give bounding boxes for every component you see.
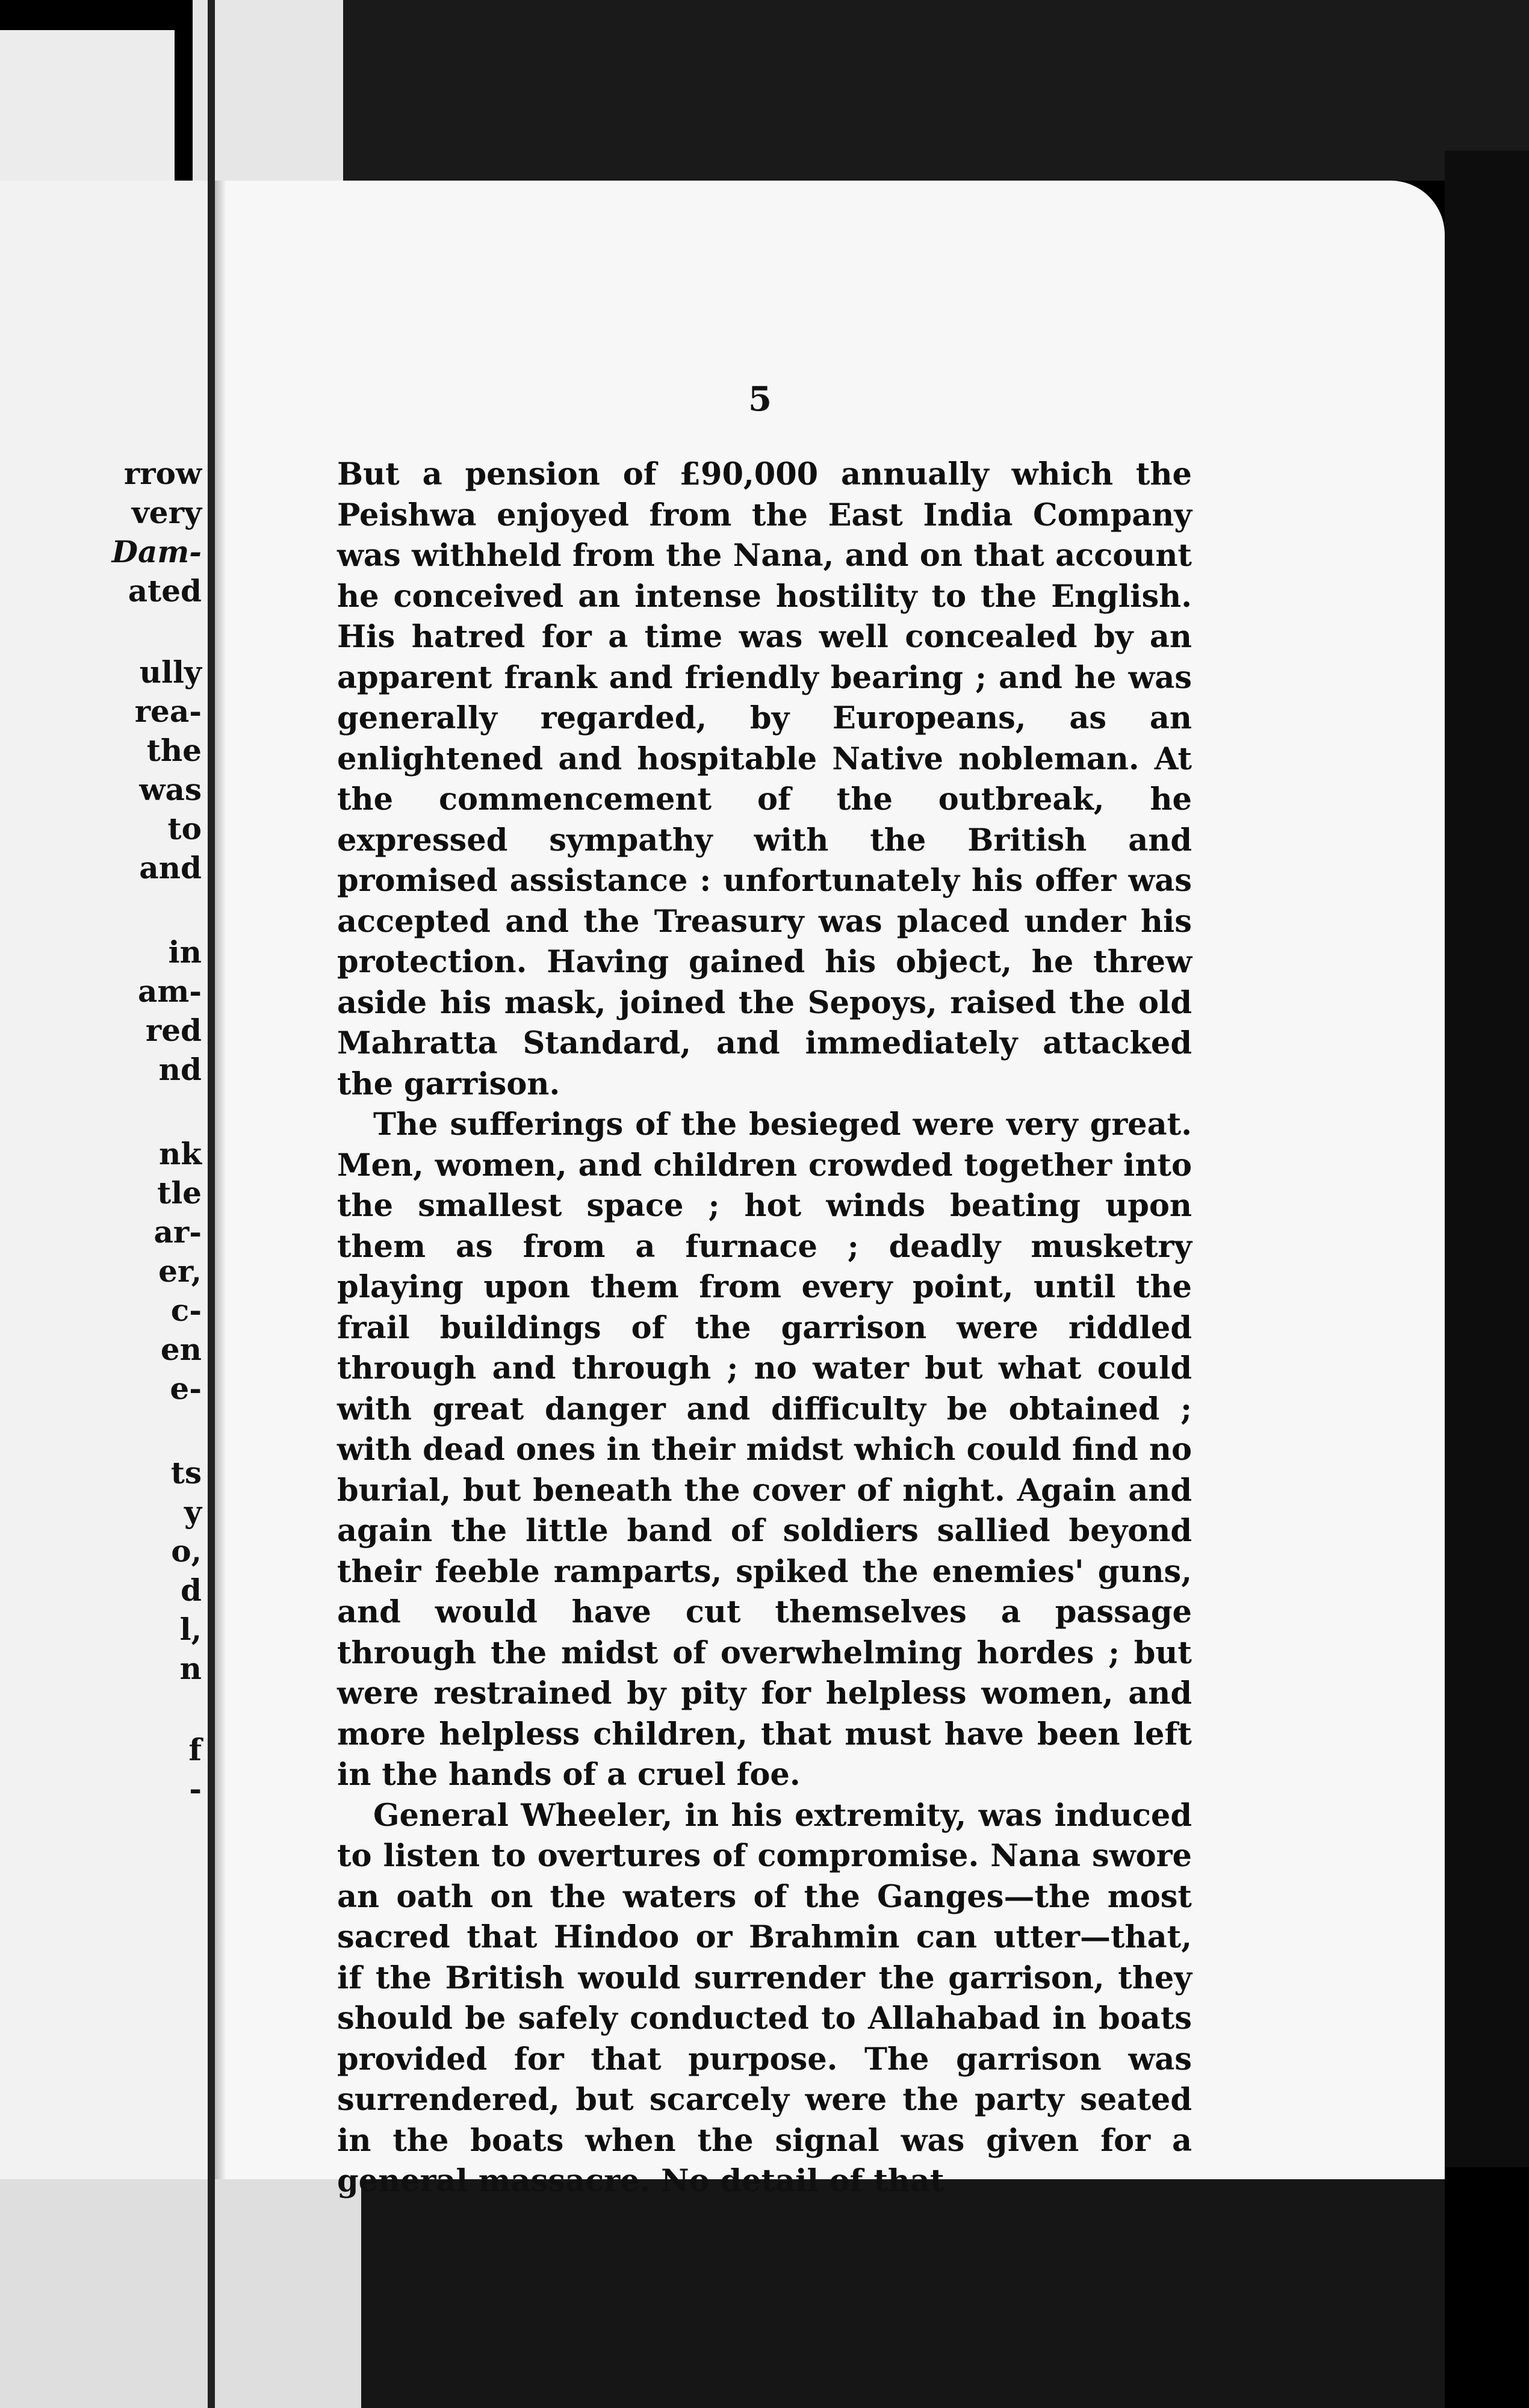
facing-page-fragment: rea- <box>134 694 202 729</box>
page-number: 5 <box>748 379 772 419</box>
facing-page-fragment: to <box>167 811 202 846</box>
binding-edge-top <box>193 0 343 181</box>
facing-page-fragment: o, <box>171 1533 202 1569</box>
facing-page-fragment: red <box>145 1013 202 1048</box>
facing-page-edge-bottom <box>0 2179 361 2408</box>
facing-page-fragment: e- <box>170 1371 202 1406</box>
facing-page-fragment: nk <box>159 1136 202 1171</box>
facing-page-fragment: rrow <box>123 456 202 491</box>
paragraph: The sufferings of the besieged were very great. Men, women, and children crowded together into the smallest space ; hot winds beating upon them as from a furnace ; deadly musketry playing upon them from every point, until the frail buildings of the garrison were riddled through and through ; no water but what could with great danger and difficulty be obtained ; with dead ones in their midst which could find no burial, but beneath the cover of night. Again and again the little band of soldiers sallied beyond their feeble ramparts, spiked the enemies' guns, and would have cut themselves a passage through the midst of overwhelming hordes ; but were restrained by pity for helpless women, and more helpless children, that must have been left in the hands of a cruel foe. <box>337 1106 1192 1793</box>
facing-page-fragment: Dam- <box>111 534 202 569</box>
facing-page-fragment: and <box>139 850 202 886</box>
film-border-right <box>1445 150 1529 2167</box>
facing-page-fragment: l, <box>179 1612 202 1647</box>
film-border-bottom <box>361 2179 1445 2408</box>
page-body <box>337 455 1192 2202</box>
facing-page-fragment: ully <box>139 654 202 690</box>
facing-page-fragment: y <box>184 1494 202 1530</box>
facing-page-fragment: ts <box>170 1455 202 1491</box>
gutter-shadow <box>215 181 226 2179</box>
paragraph: General Wheeler, in his extremity, was induced to listen to overtures of compromise. Nana swore an oath on the waters of the Ganges—the most sacred that Hindoo or Brahmin can utter—that, if the British would surrender the garrison, they should be safely conducted to Allahabad in boats provided for that purpose. The garrison was surrendered, but scarcely were the party seated in the boats when the signal was given for a general massacre. No detail of that <box>337 1797 1192 2199</box>
facing-page-fragment: en <box>160 1332 202 1367</box>
facing-page-fragment: - <box>189 1771 202 1807</box>
facing-page-fragment: er, <box>158 1253 202 1289</box>
book-spine <box>208 0 215 2408</box>
facing-page-fragment: f <box>188 1732 202 1767</box>
book-page <box>226 181 1445 2199</box>
film-border-top <box>343 0 1529 181</box>
facing-page-fragment: was <box>139 772 202 807</box>
facing-page-fragment: the <box>146 733 202 768</box>
facing-page-edge-top <box>0 30 175 181</box>
facing-page-fragment: in <box>168 934 202 970</box>
facing-page-fragment: very <box>131 495 202 530</box>
paragraph: But a pension of £90,000 annually which the Peishwa enjoyed from the East India Company was withheld from the Nana, and on that account he conceived an intense hostility to the English. His hatred for a time was well concealed by an apparent frank and friendly bearing ; and he was generally regarded, by Europeans, as an enlightened and hospitable Native nobleman. At the commencement of the outbreak, he expressed sympathy with the British and promised assistance : unfortunately his offer was accepted and the Treasury was placed under his protection. Having gained his object, he threw aside his mask, joined the Sepoys, raised the old Mahratta Standard, and immediately attacked the garrison. <box>337 456 1192 1102</box>
facing-page-fragment: am- <box>137 973 202 1009</box>
facing-page-fragment: c- <box>170 1292 202 1328</box>
facing-page-fragment: tle <box>157 1175 202 1211</box>
facing-page-fragment: nd <box>158 1052 202 1087</box>
facing-page-fragment: n <box>179 1651 202 1686</box>
facing-page-fragment: ated <box>128 573 202 609</box>
facing-page <box>0 181 208 2179</box>
facing-page-fragment: d <box>181 1572 202 1608</box>
facing-page-fragment: ar- <box>154 1214 202 1250</box>
